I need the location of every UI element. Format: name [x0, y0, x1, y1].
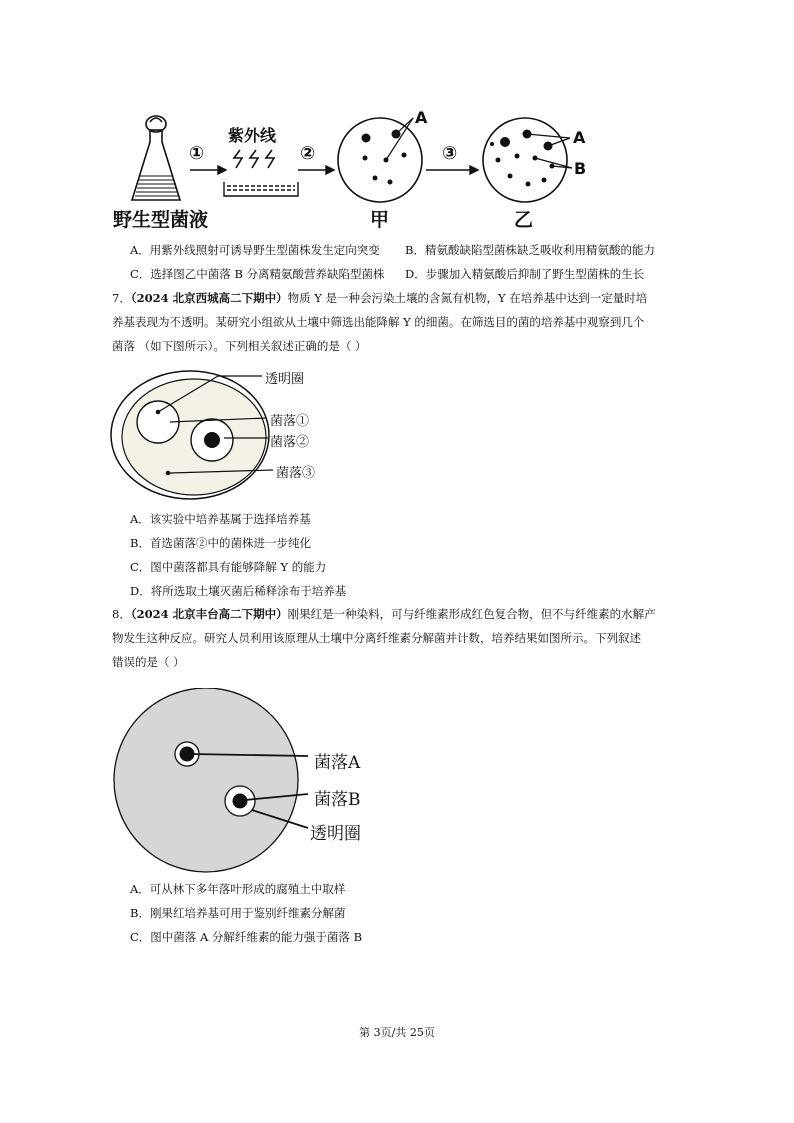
q8-halo-label: 透明圈: [310, 824, 361, 844]
q7-colony-1-label: 菌落①: [270, 414, 310, 429]
q8-line-3: 错误的是（ ）: [112, 655, 185, 669]
q8-colony-b-label: 菌落B: [314, 790, 361, 810]
plate-jia-label: 甲: [370, 209, 390, 231]
q8-number: 8．: [112, 607, 131, 621]
q7-number: 7．: [112, 291, 131, 305]
plate-jia: [338, 118, 422, 202]
q8-stem-1: 刚果红是一种染料，可与纤维素形成红色复合物，但不与纤维素的水解产: [287, 607, 656, 621]
q7-source: （2024 北京西城高二下期中）: [130, 291, 288, 305]
q6-option-c: C．选择图乙中菌落 B 分离精氨酸营养缺陷型菌株: [130, 267, 385, 281]
q6-option-d: D．步骤加入精氨酸后抑制了野生型菌株的生长: [405, 267, 645, 281]
q6-option-a: A．用紫外线照射可诱导野生型菌株发生定向突变: [130, 243, 380, 257]
step-1-label: ①: [189, 143, 205, 164]
arrow-2: [298, 166, 334, 174]
uv-label: 紫外线: [228, 126, 277, 145]
plate-yi: [483, 118, 572, 202]
flask-icon: [132, 116, 180, 200]
q8-plate-figure: [112, 688, 312, 878]
q8-option-c: C．图中菌落 A 分解纤维素的能力强于菌落 B: [130, 930, 363, 944]
q8-source: （2024 北京丰台高二下期中）: [130, 607, 288, 621]
colony-a-label-jia: A: [415, 108, 428, 127]
q7-option-a: A．该实验中培养基属于选择培养基: [130, 512, 311, 526]
q8-line-1: [112, 607, 656, 621]
q8-option-b: B．刚果红培养基可用于鉴别纤维素分解菌: [130, 906, 346, 920]
colony-b-label-yi: B: [574, 159, 587, 178]
uv-rays-icon: [234, 150, 274, 168]
q7-option-c: C．图中菌落都具有能够降解 Y 的能力: [130, 560, 327, 574]
q7-line-2: 养基表现为不透明。某研究小组欲从土壤中筛选出能降解 Y 的细菌。在筛选目的菌的培养基中观察到几个: [112, 315, 645, 329]
petri-dish-icon: [224, 182, 298, 196]
page-number: 第 3页/共 25页: [359, 1026, 435, 1039]
plate-yi-label: 乙: [514, 209, 534, 231]
flask-liquid: [135, 176, 178, 196]
step-3-label: ③: [442, 143, 458, 164]
wild-type-label: 野生型菌液: [113, 209, 209, 231]
q7-plate-figure: [108, 365, 348, 510]
q8-colony-a-label: 菌落A: [314, 753, 361, 773]
q7-halo-label: 透明圈: [265, 372, 305, 387]
q7-line-3: 菌落 （如下图所示）。下列相关叙述正确的是（ ）: [112, 339, 367, 353]
arrow-1: [190, 166, 226, 174]
q6-option-b: B．精氨酸缺陷型菌株缺乏吸收利用精氨酸的能力: [405, 243, 655, 257]
colony-a-label-yi: A: [573, 128, 586, 147]
q7-line-1: [112, 291, 647, 305]
q7-colony-3-label: 菌落③: [276, 466, 316, 481]
q7-option-b: B．首选菌落②中的菌株进一步纯化: [130, 536, 311, 550]
q7-option-d: D．将所选取土壤灭菌后稀释涂布于培养基: [130, 584, 347, 598]
q7-stem-1: 物质 Y 是一种会污染土壤的含氮有机物，Y 在培养基中达到一定量时培: [287, 291, 648, 305]
q8-option-a: A．可从林下多年落叶形成的腐殖土中取样: [130, 882, 346, 896]
q7-colony-2-label: 菌落②: [270, 435, 310, 450]
step-2-label: ②: [300, 143, 316, 164]
q8-line-2: 物发生这种反应。研究人员利用该原理从土壤中分离纤维素分解菌并计数，培养结果如图所示。下列叙述: [112, 631, 641, 645]
arrow-3: [426, 166, 478, 174]
